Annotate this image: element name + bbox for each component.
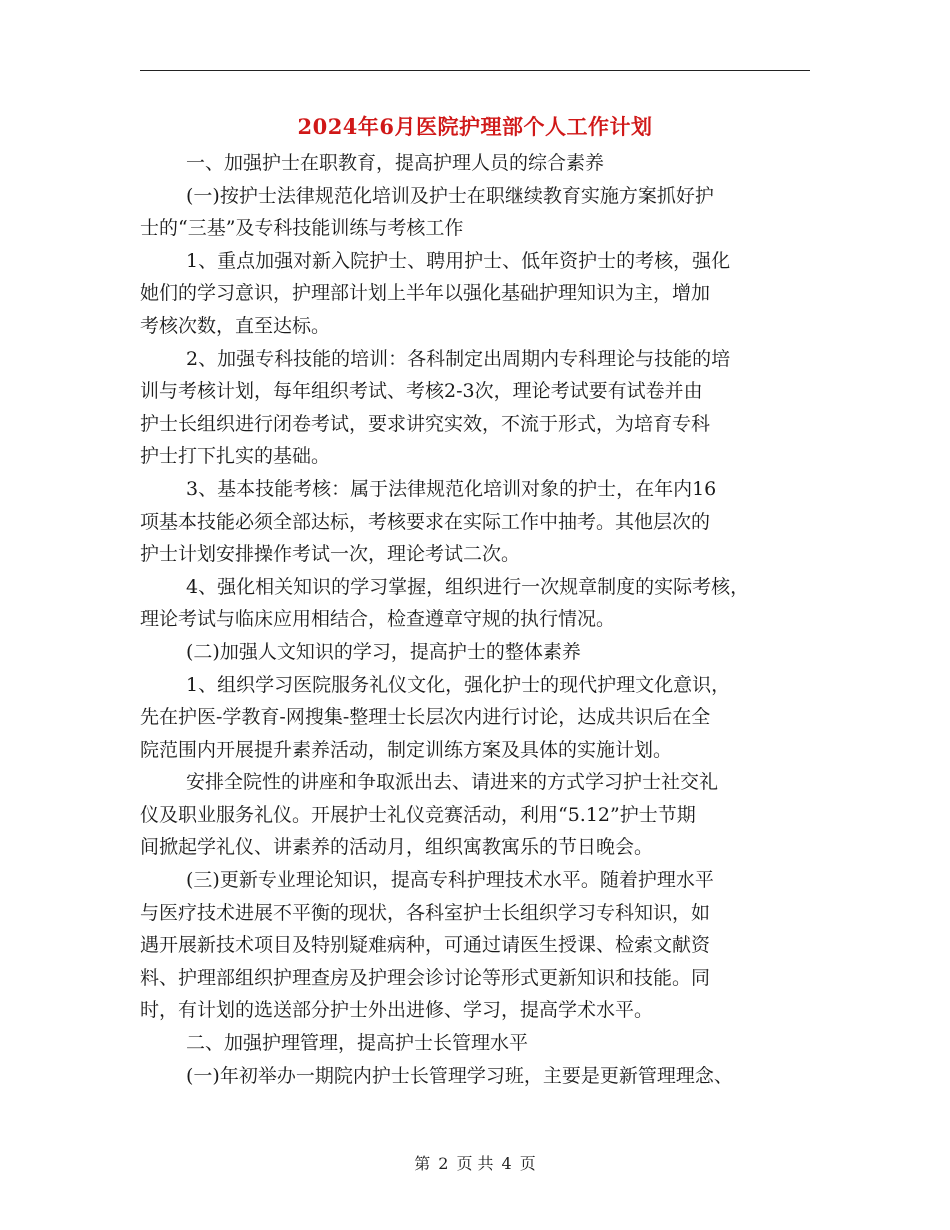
paragraph-line: (三)更新专业理论知识，提高专科护理技术水平。随着护理水平: [186, 869, 714, 892]
paragraph-line: 仪及职业服务礼仪。开展护士礼仪竞赛活动，利用“5.12”护士节期: [140, 803, 696, 826]
paragraph-line: (一)年初举办一期院内护士长管理学习班，主要是更新管理理念、: [186, 1064, 733, 1087]
document-body: [140, 147, 812, 1092]
paragraph-line: 士的“三基”及专科技能训练与考核工作: [140, 217, 464, 240]
footer-mid: 页 共: [456, 1154, 494, 1173]
paragraph-line: 时，有计划的选送部分护士外出进修、学习，提高学术水平。: [140, 999, 654, 1022]
paragraph-line: 3、基本技能考核：属于法律规范化培训对象的护士，在年内16: [186, 477, 717, 500]
document-title: 2024年6月医院护理部个人工作计划: [297, 114, 653, 139]
footer-suffix: 页: [519, 1154, 536, 1173]
paragraph-line: 安排全院性的讲座和争取派出去、请进来的方式学习护士社交礼: [186, 771, 719, 794]
paragraph-line: 二、加强护理管理，提高护士长管理水平: [186, 1032, 529, 1055]
paragraph-line: 项基本技能必须全部达标，考核要求在实际工作中抽考。其他层次的: [140, 510, 711, 533]
paragraph-line: 4、强化相关知识的学习掌握，组织进行一次规章制度的实际考核，: [186, 575, 750, 598]
footer-total-pages: 4: [501, 1154, 512, 1173]
paragraph-line: (一)按护士法律规范化培训及护士在职继续教育实施方案抓好护: [186, 184, 714, 207]
page-footer: [0, 1152, 950, 1176]
paragraph-line: 与医疗技术进展不平衡的现状，各科室护士长组织学习专科知识，如: [140, 901, 711, 924]
footer-page-number: 2: [438, 1154, 449, 1173]
paragraph-line: 训与考核计划，每年组织考试、考核2-3次，理论考试要有试卷并由: [140, 380, 703, 403]
paragraph-line: 间掀起学礼仪、讲素养的活动月，组织寓教寓乐的节日晚会。: [140, 836, 654, 859]
paragraph-line: 考核次数，直至达标。: [140, 314, 331, 337]
paragraph-line: 护士长组织进行闭卷考试，要求讲究实效，不流于形式，为培育专科: [140, 412, 711, 435]
paragraph-line: 先在护医-学教育-网搜集-整理士长层次内进行讨论，达成共识后在全: [140, 706, 711, 729]
paragraph-line: 1、组织学习医院服务礼仪文化，强化护士的现代护理文化意识，: [186, 673, 731, 696]
paragraph-line: 护士打下扎实的基础。: [140, 445, 331, 468]
paragraph-line: 一、加强护士在职教育，提高护理人员的综合素养: [186, 152, 605, 174]
paragraph-line: 理论考试与临床应用相结合，检查遵章守规的执行情况。: [140, 608, 616, 631]
paragraph-line: (二)加强人文知识的学习，提高护士的整体素养: [186, 640, 581, 663]
paragraph-line: 料、护理部组织护理查房及护理会诊讨论等形式更新知识和技能。同: [140, 966, 711, 989]
paragraph-line: 1、重点加强对新入院护士、聘用护士、低年资护士的考核，强化: [186, 249, 731, 272]
footer-prefix: 第: [414, 1154, 431, 1173]
paragraph-line: 她们的学习意识，护理部计划上半年以强化基础护理知识为主，增加: [140, 282, 711, 305]
paragraph-line: 院范围内开展提升素养活动，制定训练方案及具体的实施计划。: [140, 738, 673, 761]
paragraph-line: 2、加强专科技能的培训：各科制定出周期内专科理论与技能的培: [186, 347, 731, 370]
header-rule: [140, 70, 810, 71]
paragraph-line: 遇开展新技术项目及特别疑难病种，可通过请医生授课、检索文献资: [140, 934, 711, 957]
paragraph-line: 护士计划安排操作考试一次，理论考试二次。: [140, 543, 521, 566]
